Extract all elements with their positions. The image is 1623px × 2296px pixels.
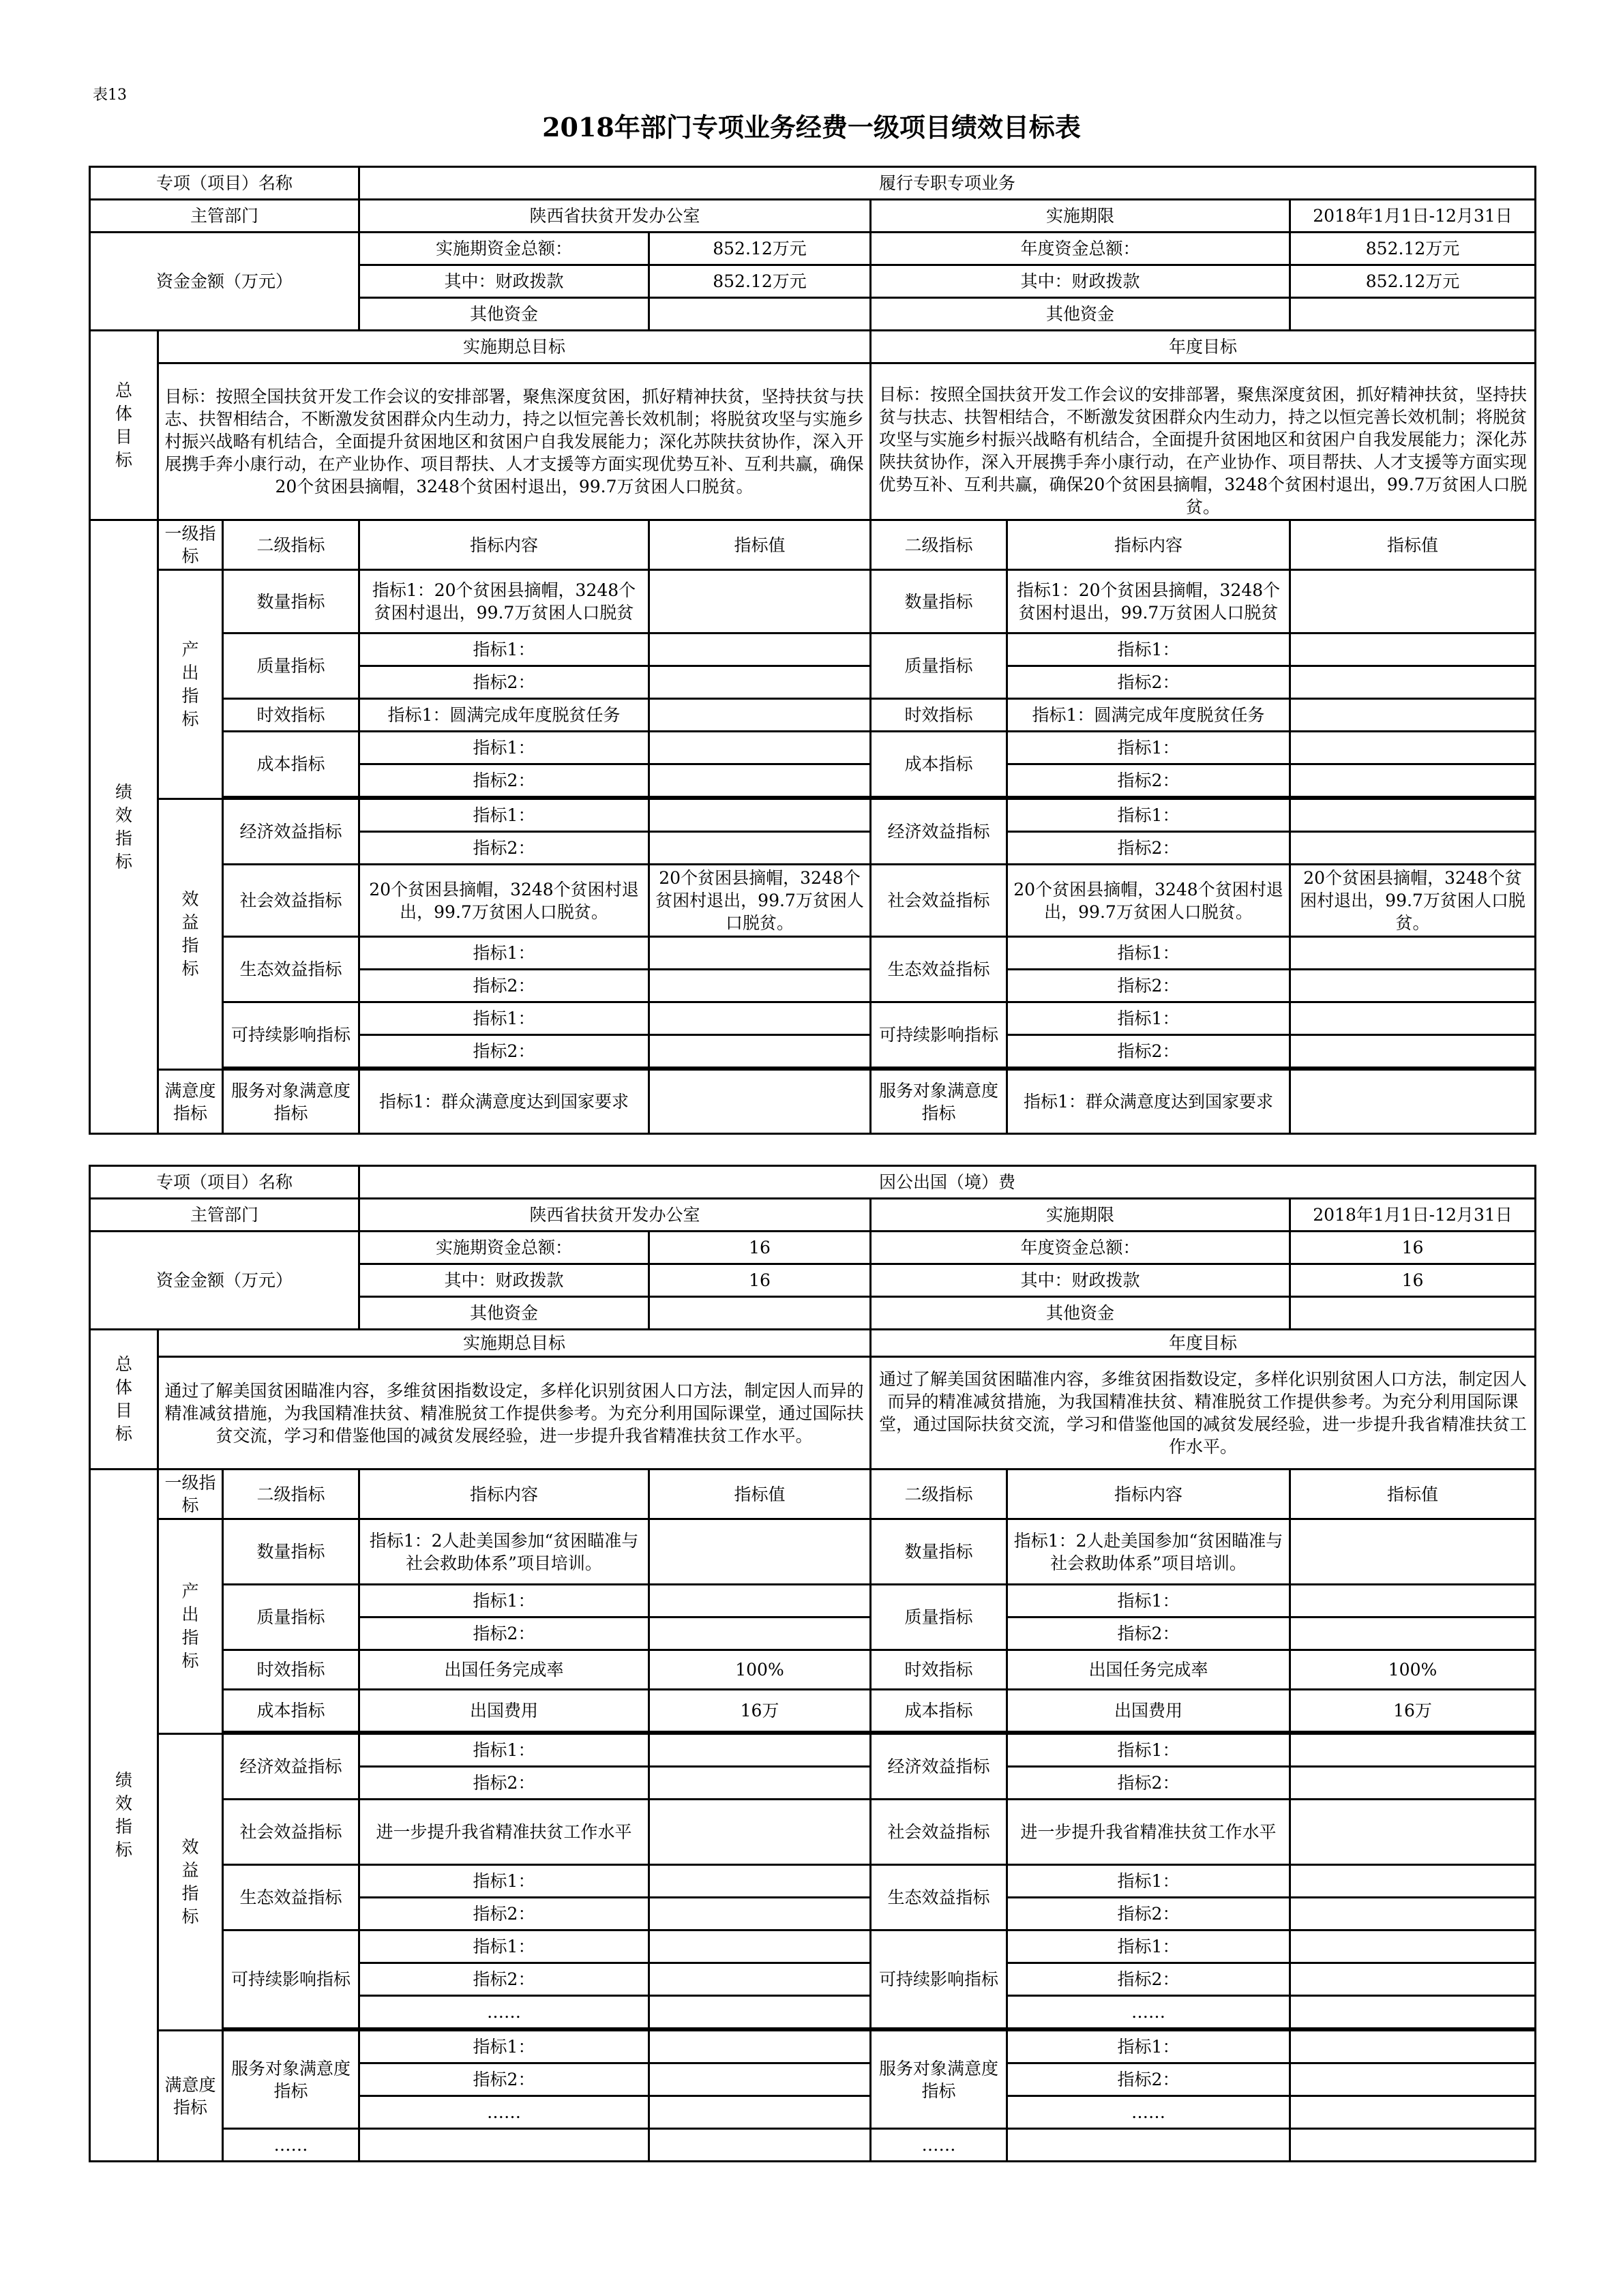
quantity-label: 数量指标: [223, 1519, 359, 1585]
year-other-value: [1290, 1297, 1536, 1330]
economic-ind1-right: 指标1：: [1007, 799, 1290, 832]
ecological-ind2-value: [649, 1898, 871, 1930]
value-header: 指标值: [649, 520, 871, 570]
timeliness-value: 100%: [649, 1650, 871, 1690]
period-value: 2018年1月1日-12月31日: [1290, 1199, 1536, 1232]
service-ellipsis-value-right: [1290, 2096, 1536, 2129]
output-indicators-label: 产出指标: [158, 570, 223, 799]
timeliness-value-right: [1290, 699, 1536, 732]
economic-ind1-value-right: [1290, 799, 1536, 832]
year-total-value: 16: [1290, 1232, 1536, 1264]
economic-ind1: 指标1：: [359, 1734, 649, 1767]
economic-ind2-right: 指标2：: [1007, 832, 1290, 865]
level2-header: 二级指标: [223, 520, 359, 570]
year-other-label: 其他资金: [871, 298, 1290, 331]
economic-ind2: 指标2：: [359, 832, 649, 865]
benefit-indicators-label: 效益指标: [158, 799, 223, 1070]
sustainable-ind2-value: [649, 1035, 871, 1068]
other-funds-value: [649, 1297, 871, 1330]
sustainable-ellipsis: ……: [359, 1996, 649, 2029]
economic-ind2-value-right: [1290, 1767, 1536, 1800]
ecological-ind1-value: [649, 937, 871, 970]
funds-total-value: 16: [649, 1232, 871, 1264]
performance-table-1: [89, 166, 1536, 1135]
service-ind1: 指标1：: [359, 2031, 649, 2063]
timeliness-value: [649, 699, 871, 732]
service-ellipsis-right: ……: [1007, 2096, 1290, 2129]
sustainable-ellipsis-value-right: [1290, 1996, 1536, 2029]
year-fiscal-value: 16: [1290, 1264, 1536, 1297]
sustainable-ellipsis-right: ……: [1007, 1996, 1290, 2029]
quality-ind1-value-right: [1290, 633, 1536, 666]
satisfaction-ellipsis-right: ……: [871, 2129, 1007, 2162]
cost-label-right: 成本指标: [871, 1690, 1007, 1732]
dept-label: 主管部门: [90, 200, 359, 233]
table-number: 表13: [93, 87, 127, 104]
quality-ind2-value-right: [1290, 1617, 1536, 1650]
ecological-ind2: 指标2：: [359, 970, 649, 1002]
ecological-label-right: 生态效益指标: [871, 1865, 1007, 1930]
sustainable-ind1-value-right: [1290, 1930, 1536, 1963]
quality-ind2-right: 指标2：: [1007, 666, 1290, 699]
economic-ind1: 指标1：: [359, 799, 649, 832]
sustainable-ind2-value: [649, 1963, 871, 1996]
year-total-value: 852.12万元: [1290, 233, 1536, 265]
economic-ind2-right: 指标2：: [1007, 1767, 1290, 1800]
service-ellipsis: ……: [359, 2096, 649, 2129]
period-goal-text: 通过了解美国贫困瞄准内容，多维贫困指数设定，多样化识别贫困人口方法，制定因人而异的精准减贫措施，为我国精准扶贫、精准脱贫工作提供参考。为充分利用国际课堂，通过国际扶贫交流，学习和借鉴他国的减贫发展经验，进一步提升我省精准扶贫工作水平。: [158, 1357, 871, 1470]
social-label: 社会效益指标: [223, 1800, 359, 1865]
service-value: [649, 1070, 871, 1134]
cost-ind2-value: [649, 764, 871, 797]
satisfaction-ellipsis-value: [649, 2129, 871, 2162]
period-goal-header: 实施期总目标: [158, 331, 871, 363]
quantity-label: 数量指标: [223, 570, 359, 633]
quantity-value: [649, 1519, 871, 1585]
service-ind2-value-right: [1290, 2063, 1536, 2096]
year-fiscal-label: 其中：财政拨款: [871, 1264, 1290, 1297]
timeliness-content-right: 指标1：圆满完成年度脱贫任务: [1007, 699, 1290, 732]
timeliness-label-right: 时效指标: [871, 1650, 1007, 1690]
satisfaction-label: 满意度指标: [158, 2031, 223, 2162]
satisfaction-label: 满意度指标: [158, 1070, 223, 1134]
sustainable-ind1-value-right: [1290, 1002, 1536, 1035]
dept-value: 陕西省扶贫开发办公室: [359, 200, 871, 233]
year-other-value: [1290, 298, 1536, 331]
quality-ind1: 指标1：: [359, 1585, 649, 1617]
overall-goal-label: 总体目标: [90, 1330, 158, 1470]
quality-label: 质量指标: [223, 1585, 359, 1650]
level1-header: 一级指标: [158, 1470, 223, 1519]
service-value-right: [1290, 1070, 1536, 1134]
period-value: 2018年1月1日-12月31日: [1290, 200, 1536, 233]
period-label: 实施期限: [871, 1199, 1290, 1232]
service-label: 服务对象满意度指标: [223, 1070, 359, 1134]
cost-ind2-value-right: [1290, 764, 1536, 797]
overall-goal-label: 总体目标: [90, 331, 158, 520]
value-header-right: 指标值: [1290, 520, 1536, 570]
social-label: 社会效益指标: [223, 865, 359, 937]
benefit-indicators-label: 效益指标: [158, 1734, 223, 2031]
economic-ind1-value: [649, 799, 871, 832]
quantity-content-right: 指标1：20个贫困县摘帽，3248个贫困村退出，99.7万贫困人口脱贫: [1007, 570, 1290, 633]
fiscal-label: 其中：财政拨款: [359, 265, 649, 298]
service-ind2: 指标2：: [359, 2063, 649, 2096]
quality-ind2: 指标2：: [359, 666, 649, 699]
timeliness-label-right: 时效指标: [871, 699, 1007, 732]
sustainable-label-right: 可持续影响指标: [871, 1002, 1007, 1068]
fiscal-label: 其中：财政拨款: [359, 1264, 649, 1297]
service-ind1-value-right: [1290, 2031, 1536, 2063]
cost-ind1-value-right: [1290, 732, 1536, 764]
quantity-content: 指标1：20个贫困县摘帽，3248个贫困村退出，99.7万贫困人口脱贫: [359, 570, 649, 633]
sustainable-ind2: 指标2：: [359, 1035, 649, 1068]
quality-label-right: 质量指标: [871, 1585, 1007, 1650]
quality-label-right: 质量指标: [871, 633, 1007, 699]
sustainable-ind1: 指标1：: [359, 1002, 649, 1035]
sustainable-ind1-value: [649, 1002, 871, 1035]
social-value-right: [1290, 1800, 1536, 1865]
level2-header-right: 二级指标: [871, 520, 1007, 570]
ecological-ind1-value: [649, 1865, 871, 1898]
social-value: [649, 1800, 871, 1865]
timeliness-label: 时效指标: [223, 699, 359, 732]
ecological-ind2-right: 指标2：: [1007, 970, 1290, 1002]
quality-ind1-value: [649, 1585, 871, 1617]
quality-ind2-value: [649, 666, 871, 699]
social-value-right: 20个贫困县摘帽，3248个贫困村退出，99.7万贫困人口脱贫。: [1290, 865, 1536, 937]
economic-label-right: 经济效益指标: [871, 1734, 1007, 1800]
fiscal-value: 16: [649, 1264, 871, 1297]
satisfaction-ellipsis-value-right: [1290, 2129, 1536, 2162]
other-funds-label: 其他资金: [359, 298, 649, 331]
cost-ind2: 指标2：: [359, 764, 649, 797]
economic-ind1-value-right: [1290, 1734, 1536, 1767]
other-funds-value: [649, 298, 871, 331]
economic-label: 经济效益指标: [223, 799, 359, 865]
funds-label: 资金金额（万元）: [90, 1232, 359, 1330]
economic-label-right: 经济效益指标: [871, 799, 1007, 865]
social-content: 进一步提升我省精准扶贫工作水平: [359, 1800, 649, 1865]
sustainable-label: 可持续影响指标: [223, 1930, 359, 2029]
project-name-value: 履行专职专项业务: [359, 167, 1536, 200]
service-ind1-value: [649, 2031, 871, 2063]
sustainable-ind2-right: 指标2：: [1007, 1963, 1290, 1996]
quality-ind1-value: [649, 633, 871, 666]
project-name-value: 因公出国（境）费: [359, 1166, 1536, 1199]
perf-indicators-label: 绩效指标: [90, 520, 158, 1134]
sustainable-ind1: 指标1：: [359, 1930, 649, 1963]
ecological-ind2-right: 指标2：: [1007, 1898, 1290, 1930]
dept-label: 主管部门: [90, 1199, 359, 1232]
economic-ind2: 指标2：: [359, 1767, 649, 1800]
quality-ind1-right: 指标1：: [1007, 1585, 1290, 1617]
social-content: 20个贫困县摘帽，3248个贫困村退出，99.7万贫困人口脱贫。: [359, 865, 649, 937]
ecological-label: 生态效益指标: [223, 1865, 359, 1930]
content-header: 指标内容: [359, 520, 649, 570]
economic-ind2-value: [649, 832, 871, 865]
economic-ind2-value-right: [1290, 832, 1536, 865]
satisfaction-ellipsis: ……: [223, 2129, 359, 2162]
period-goal-header: 实施期总目标: [158, 1330, 871, 1357]
cost-ind2-right: 指标2：: [1007, 764, 1290, 797]
quantity-label-right: 数量指标: [871, 1519, 1007, 1585]
economic-ind1-right: 指标1：: [1007, 1734, 1290, 1767]
dept-value: 陕西省扶贫开发办公室: [359, 1199, 871, 1232]
year-fiscal-label: 其中：财政拨款: [871, 265, 1290, 298]
economic-ind2-value: [649, 1767, 871, 1800]
level1-header: 一级指标: [158, 520, 223, 570]
ecological-ind1-right: 指标1：: [1007, 1865, 1290, 1898]
sustainable-ind2-right: 指标2：: [1007, 1035, 1290, 1068]
funds-total-label: 实施期资金总额：: [359, 233, 649, 265]
year-fiscal-value: 852.12万元: [1290, 265, 1536, 298]
year-total-label: 年度资金总额：: [871, 233, 1290, 265]
sustainable-label: 可持续影响指标: [223, 1002, 359, 1068]
service-ellipsis-value: [649, 2096, 871, 2129]
cost-ind1-value: [649, 732, 871, 764]
year-goal-text: 目标：按照全国扶贫开发工作会议的安排部署，聚焦深度贫困，抓好精神扶贫，坚持扶贫与扶志、扶智相结合，不断激发贫困群众内生动力，持之以恒完善长效机制；将脱贫攻坚与实施乡村振兴战略有机结合，全面提升贫困地区和贫困户自我发展能力；深化苏陕扶贫协作，深入开展携手奔小康行动，在产业协作、项目帮扶、人才支援等方面实现优势互补、互利共赢，确保20个贫困县摘帽，3248个贫困村退出，99.7万贫困人口脱贫。: [871, 363, 1536, 520]
quality-label: 质量指标: [223, 633, 359, 699]
quantity-label-right: 数量指标: [871, 570, 1007, 633]
economic-ind1-value: [649, 1734, 871, 1767]
quantity-content-right: 指标1：2人赴美国参加“贫困瞄准与社会救助体系”项目培训。: [1007, 1519, 1290, 1585]
value-header: 指标值: [649, 1470, 871, 1519]
value-header-right: 指标值: [1290, 1470, 1536, 1519]
service-label-right: 服务对象满意度指标: [871, 1070, 1007, 1134]
cost-label: 成本指标: [223, 1690, 359, 1732]
cost-label: 成本指标: [223, 732, 359, 797]
year-total-label: 年度资金总额：: [871, 1232, 1290, 1264]
ecological-ind2: 指标2：: [359, 1898, 649, 1930]
cost-value-right: 16万: [1290, 1690, 1536, 1732]
social-content-right: 进一步提升我省精准扶贫工作水平: [1007, 1800, 1290, 1865]
ecological-ind1: 指标1：: [359, 937, 649, 970]
ecological-label-right: 生态效益指标: [871, 937, 1007, 1002]
level2-header: 二级指标: [223, 1470, 359, 1519]
period-label: 实施期限: [871, 200, 1290, 233]
service-content-right: 指标1：群众满意度达到国家要求: [1007, 1070, 1290, 1134]
social-value: 20个贫困县摘帽，3248个贫困村退出，99.7万贫困人口脱贫。: [649, 865, 871, 937]
project-name-label: 专项（项目）名称: [90, 167, 359, 200]
year-goal-header: 年度目标: [871, 331, 1536, 363]
quality-ind2-value: [649, 1617, 871, 1650]
ecological-ind2-value-right: [1290, 970, 1536, 1002]
sustainable-ind1-right: 指标1：: [1007, 1930, 1290, 1963]
timeliness-content: 出国任务完成率: [359, 1650, 649, 1690]
cost-label-right: 成本指标: [871, 732, 1007, 797]
sustainable-ind1-value: [649, 1930, 871, 1963]
quality-ind1-value-right: [1290, 1585, 1536, 1617]
content-header: 指标内容: [359, 1470, 649, 1519]
performance-table-2: [89, 1165, 1536, 2162]
sustainable-ind2-value-right: [1290, 1963, 1536, 1996]
ecological-ind2-value-right: [1290, 1898, 1536, 1930]
service-content: 指标1：群众满意度达到国家要求: [359, 1070, 649, 1134]
ecological-label: 生态效益指标: [223, 937, 359, 1002]
satisfaction-ellipsis-content-right: [1007, 2129, 1290, 2162]
quality-ind2: 指标2：: [359, 1617, 649, 1650]
ecological-ind2-value: [649, 970, 871, 1002]
quality-ind1-right: 指标1：: [1007, 633, 1290, 666]
cost-content-right: 出国费用: [1007, 1690, 1290, 1732]
quality-ind2-right: 指标2：: [1007, 1617, 1290, 1650]
timeliness-value-right: 100%: [1290, 1650, 1536, 1690]
year-goal-header: 年度目标: [871, 1330, 1536, 1357]
cost-value: 16万: [649, 1690, 871, 1732]
quantity-value-right: [1290, 570, 1536, 633]
service-ind1-right: 指标1：: [1007, 2031, 1290, 2063]
period-goal-text: 目标：按照全国扶贫开发工作会议的安排部署，聚焦深度贫困，抓好精神扶贫，坚持扶贫与扶志、扶智相结合，不断激发贫困群众内生动力，持之以恒完善长效机制；将脱贫攻坚与实施乡村振兴战略有机结合，全面提升贫困地区和贫困户自我发展能力；深化苏陕扶贫协作，深入开展携手奔小康行动，在产业协作、项目帮扶、人才支援等方面实现优势互补、互利共赢，确保20个贫困县摘帽，3248个贫困村退出，99.7万贫困人口脱贫。: [158, 363, 871, 520]
funds-total-label: 实施期资金总额：: [359, 1232, 649, 1264]
sustainable-ellipsis-value: [649, 1996, 871, 2029]
service-ind2-value: [649, 2063, 871, 2096]
other-funds-label: 其他资金: [359, 1297, 649, 1330]
content-header-right: 指标内容: [1007, 520, 1290, 570]
fiscal-value: 852.12万元: [649, 265, 871, 298]
ecological-ind1-value-right: [1290, 1865, 1536, 1898]
ecological-ind1: 指标1：: [359, 1865, 649, 1898]
cost-content: 出国费用: [359, 1690, 649, 1732]
ecological-ind1-value-right: [1290, 937, 1536, 970]
quantity-content: 指标1：2人赴美国参加“贫困瞄准与社会救助体系”项目培训。: [359, 1519, 649, 1585]
service-ind2-right: 指标2：: [1007, 2063, 1290, 2096]
funds-label: 资金金额（万元）: [90, 233, 359, 331]
service-label: 服务对象满意度指标: [223, 2031, 359, 2129]
timeliness-label: 时效指标: [223, 1650, 359, 1690]
social-content-right: 20个贫困县摘帽，3248个贫困村退出，99.7万贫困人口脱贫。: [1007, 865, 1290, 937]
page-title: 2018年部门专项业务经费一级项目绩效目标表: [542, 112, 1081, 143]
satisfaction-ellipsis-content: [359, 2129, 649, 2162]
level2-header-right: 二级指标: [871, 1470, 1007, 1519]
sustainable-ind2: 指标2：: [359, 1963, 649, 1996]
output-indicators-label: 产出指标: [158, 1519, 223, 1734]
sustainable-ind2-value-right: [1290, 1035, 1536, 1068]
timeliness-content: 指标1：圆满完成年度脱贫任务: [359, 699, 649, 732]
sustainable-label-right: 可持续影响指标: [871, 1930, 1007, 2029]
social-label-right: 社会效益指标: [871, 1800, 1007, 1865]
year-goal-text: 通过了解美国贫困瞄准内容，多维贫困指数设定，多样化识别贫困人口方法，制定因人而异的精准减贫措施，为我国精准扶贫、精准脱贫工作提供参考。为充分利用国际课堂，通过国际扶贫交流，学习和借鉴他国的减贫发展经验，进一步提升我省精准扶贫工作水平。: [871, 1357, 1536, 1470]
sustainable-ind1-right: 指标1：: [1007, 1002, 1290, 1035]
quantity-value-right: [1290, 1519, 1536, 1585]
quantity-value: [649, 570, 871, 633]
social-label-right: 社会效益指标: [871, 865, 1007, 937]
timeliness-content-right: 出国任务完成率: [1007, 1650, 1290, 1690]
quality-ind1: 指标1：: [359, 633, 649, 666]
quality-ind2-value-right: [1290, 666, 1536, 699]
content-header-right: 指标内容: [1007, 1470, 1290, 1519]
economic-label: 经济效益指标: [223, 1734, 359, 1800]
cost-ind1-right: 指标1：: [1007, 732, 1290, 764]
ecological-ind1-right: 指标1：: [1007, 937, 1290, 970]
service-label-right: 服务对象满意度指标: [871, 2031, 1007, 2129]
cost-ind1: 指标1：: [359, 732, 649, 764]
funds-total-value: 852.12万元: [649, 233, 871, 265]
perf-indicators-label: 绩效指标: [90, 1470, 158, 2162]
project-name-label: 专项（项目）名称: [90, 1166, 359, 1199]
year-other-label: 其他资金: [871, 1297, 1290, 1330]
